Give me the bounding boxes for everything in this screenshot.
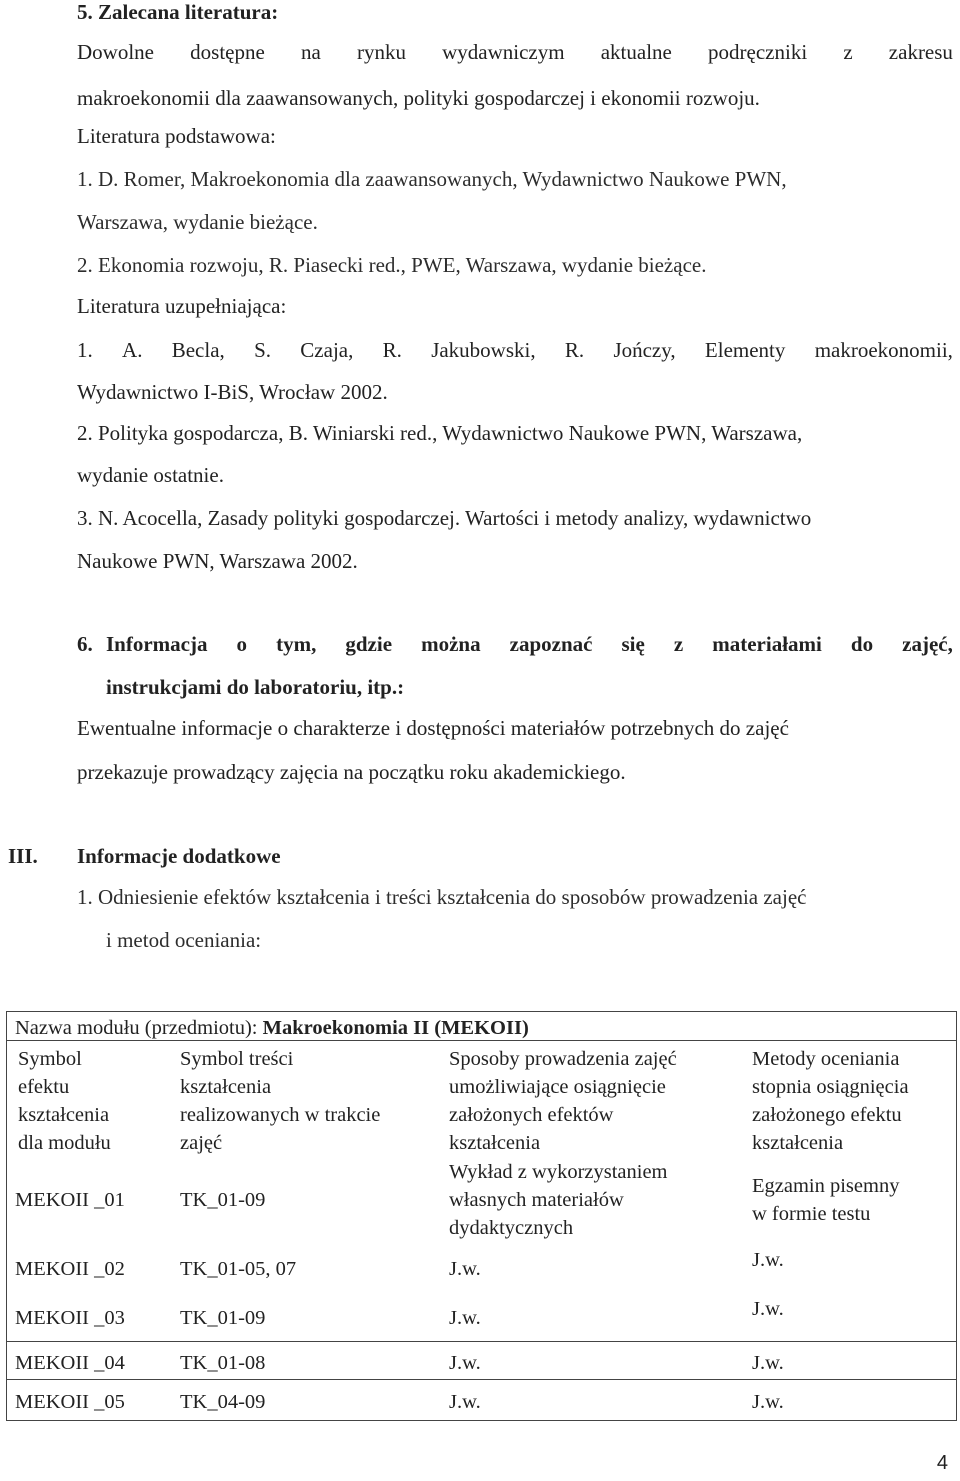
module-name: Makroekonomia II (MEKOII): [262, 1017, 529, 1039]
literature-basic-heading: Literatura podstawowa:: [77, 124, 276, 148]
table-row-2-methods: J.w.: [449, 1258, 481, 1280]
table-row-5-methods: J.w.: [449, 1391, 481, 1413]
section-3-roman: III.: [8, 844, 38, 868]
table-divider: [7, 1379, 956, 1380]
basic-item-2: 2. Ekonomia rozwoju, R. Piasecki red., PWE, Warszawa, wydanie bieżące.: [77, 253, 707, 277]
table-row-3-methods: J.w.: [449, 1307, 481, 1329]
header-content-symbol: Symbol treści kształcenia realizowanych w trakcie zajęć: [180, 1048, 381, 1154]
section-6-body-line2: przekazuje prowadzący zajęcia na początku roku akademickiego.: [77, 760, 626, 784]
table-row-4-symbol: MEKOII _04: [15, 1352, 125, 1374]
section-6-body-line1: Ewentualne informacje o charakterze i dostępności materiałów potrzebnych do zajęć: [77, 716, 789, 740]
section-6-number: 6.: [77, 632, 93, 656]
supp-item-2-line1: 2. Polityka gospodarcza, B. Winiarski red., Wydawnictwo Naukowe PWN, Warszawa,: [77, 421, 803, 445]
section-5-intro-line2: makroekonomii dla zaawansowanych, polityki gospodarczej i ekonomii rozwoju.: [77, 86, 760, 110]
supp-item-1-line1: 1. A. Becla, S. Czaja, R. Jakubowski, R. Jończy, Elementy makroekonomii,: [77, 338, 953, 362]
table-row-4-methods: J.w.: [449, 1352, 481, 1374]
table-divider: [7, 1341, 956, 1342]
table-row-1-content: TK_01-09: [180, 1189, 266, 1211]
table-row-5-content: TK_04-09: [180, 1391, 266, 1413]
module-name-row: Nazwa modułu (przedmiotu): Makroekonomia II (MEKOII): [15, 1017, 529, 1039]
section-3-item1-line2: i metod oceniania:: [106, 928, 262, 952]
basic-item-1-line1: 1. D. Romer, Makroekonomia dla zaawansowanych, Wydawnictwo Naukowe PWN,: [77, 167, 787, 191]
table-row-2-symbol: MEKOII _02: [15, 1258, 125, 1280]
header-symbol: Symbol efektu kształcenia dla modułu: [18, 1048, 111, 1154]
table-row-5-assessment: J.w.: [752, 1391, 784, 1413]
section-3-heading: Informacje dodatkowe: [77, 844, 281, 868]
literature-supplementary-heading: Literatura uzupełniająca:: [77, 294, 287, 318]
section-5-intro-line1: Dowolne dostępne na rynku wydawniczym aktualne podręczniki z zakresu: [77, 40, 953, 64]
table-row-5-symbol: MEKOII _05: [15, 1391, 125, 1413]
effects-table: [6, 1011, 957, 1421]
table-row-1-symbol: MEKOII _01: [15, 1189, 125, 1211]
section-3-item1-line1: 1. Odniesienie efektów kształcenia i treści kształcenia do sposobów prowadzenia zajęć: [77, 885, 807, 909]
table-row-4-content: TK_01-08: [180, 1352, 266, 1374]
table-row-3-content: TK_01-09: [180, 1307, 266, 1329]
section-5-heading: 5. Zalecana literatura:: [77, 0, 279, 24]
table-divider: [7, 1040, 956, 1041]
supp-item-3-line2: Naukowe PWN, Warszawa 2002.: [77, 549, 358, 573]
section-6-heading-line1: Informacja o tym, gdzie można zapoznać się z materiałami do zajęć,: [106, 632, 953, 656]
header-assessment-methods: Metody oceniania stopnia osiągnięcia założonego efektu kształcenia: [752, 1048, 909, 1154]
page-number: 4: [936, 1452, 948, 1474]
section-6-heading-line2: instrukcjami do laboratoriu, itp.:: [106, 675, 405, 699]
table-row-1-methods: Wykład z wykorzystaniem własnych materiałów dydaktycznych: [449, 1161, 668, 1239]
supp-item-2-line2: wydanie ostatnie.: [77, 463, 224, 487]
table-row-4-assessment: J.w.: [752, 1352, 784, 1374]
table-row-2-assessment: J.w.: [752, 1249, 784, 1271]
supp-item-3-line1: 3. N. Acocella, Zasady polityki gospodarczej. Wartości i metody analizy, wydawnictwo: [77, 506, 812, 530]
header-teaching-methods: Sposoby prowadzenia zajęć umożliwiające osiągnięcie założonych efektów kształcenia: [449, 1048, 677, 1154]
supp-item-1-line2: Wydawnictwo I-BiS, Wrocław 2002.: [77, 380, 388, 404]
table-row-1-assessment: Egzamin pisemny w formie testu: [752, 1175, 900, 1225]
table-row-3-symbol: MEKOII _03: [15, 1307, 125, 1329]
table-row-3-assessment: J.w.: [752, 1298, 784, 1320]
table-row-2-content: TK_01-05, 07: [180, 1258, 297, 1280]
basic-item-1-line2: Warszawa, wydanie bieżące.: [77, 210, 318, 234]
